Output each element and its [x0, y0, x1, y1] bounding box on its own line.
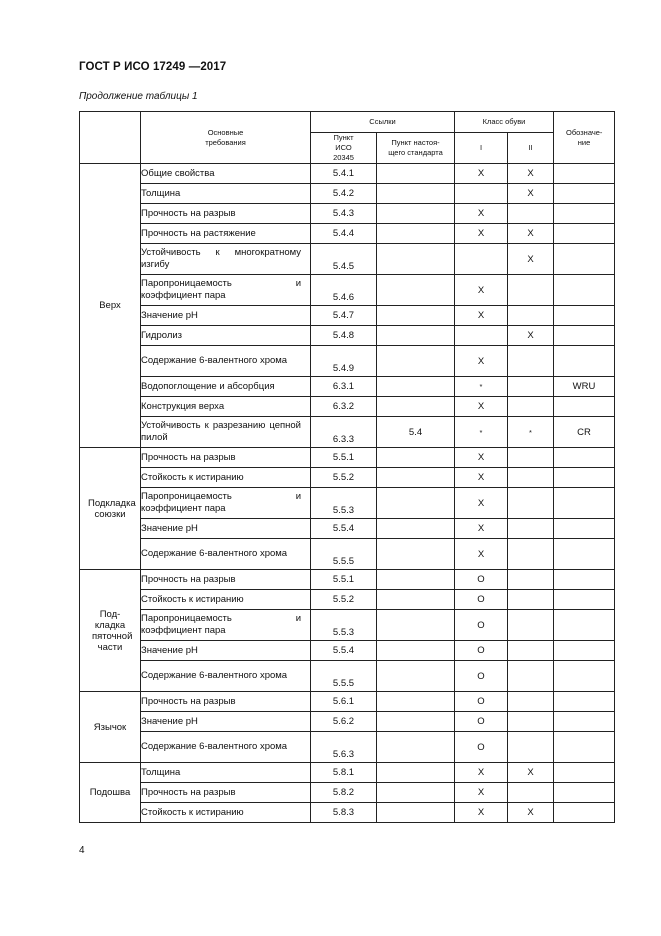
iso-ref-cell: 5.5.2	[311, 468, 377, 488]
requirement-cell: Прочность на растяжение	[141, 224, 311, 244]
class-2-cell	[508, 397, 554, 417]
standard-ref-cell	[377, 803, 455, 823]
standard-ref-cell	[377, 448, 455, 468]
requirement-cell: Значение pH	[141, 641, 311, 661]
class-2-cell	[508, 306, 554, 326]
standard-ref-cell	[377, 539, 455, 570]
table-row	[80, 763, 615, 783]
class-2-cell: X	[508, 184, 554, 204]
class-2-cell	[508, 570, 554, 590]
class-1-cell: X	[455, 306, 508, 326]
standard-ref-cell	[377, 326, 455, 346]
table-row	[80, 244, 615, 275]
group-label: Язычок	[80, 692, 141, 763]
designation-cell	[554, 783, 615, 803]
standard-ref-cell	[377, 184, 455, 204]
standard-ref-cell	[377, 590, 455, 610]
standard-ref-cell	[377, 712, 455, 732]
header-ref-iso: Пункт ИСО 20345	[311, 133, 377, 164]
designation-cell	[554, 164, 615, 184]
designation-cell	[554, 326, 615, 346]
standard-ref-cell	[377, 570, 455, 590]
iso-ref-cell: 5.5.4	[311, 519, 377, 539]
designation-cell	[554, 732, 615, 763]
table-row	[80, 346, 615, 377]
iso-ref-cell: 5.4.2	[311, 184, 377, 204]
requirement-cell: Толщина	[141, 184, 311, 204]
class-2-cell	[508, 610, 554, 641]
designation-cell	[554, 519, 615, 539]
table-row	[80, 326, 615, 346]
iso-ref-cell: 5.5.1	[311, 570, 377, 590]
designation-cell	[554, 275, 615, 306]
standard-ref-cell	[377, 763, 455, 783]
requirement-cell: Стойкость к истиранию	[141, 468, 311, 488]
requirement-cell: Прочность на разрыв	[141, 783, 311, 803]
class-2-cell: *	[508, 417, 554, 448]
header-references: Ссылки	[311, 112, 455, 133]
designation-cell	[554, 204, 615, 224]
class-1-cell: O	[455, 692, 508, 712]
requirements-table	[79, 111, 615, 823]
class-2-cell	[508, 204, 554, 224]
class-1-cell	[455, 184, 508, 204]
requirement-cell: Паропроницаемость и коэффициент пара	[141, 275, 311, 306]
table-row	[80, 224, 615, 244]
requirement-cell: Прочность на разрыв	[141, 448, 311, 468]
class-2-cell	[508, 732, 554, 763]
iso-ref-cell: 5.8.1	[311, 763, 377, 783]
requirement-cell: Значение pH	[141, 306, 311, 326]
table-caption: Продолжение таблицы 1	[79, 91, 198, 102]
requirement-cell: Содержание 6-валентного хрома	[141, 661, 311, 692]
class-2-cell	[508, 712, 554, 732]
table-row	[80, 204, 615, 224]
class-2-cell	[508, 275, 554, 306]
designation-cell	[554, 397, 615, 417]
iso-ref-cell: 5.4.4	[311, 224, 377, 244]
class-2-cell	[508, 661, 554, 692]
class-1-cell: X	[455, 275, 508, 306]
standard-ref-cell	[377, 692, 455, 712]
iso-ref-cell: 5.4.9	[311, 346, 377, 377]
table-row	[80, 417, 615, 448]
requirement-cell: Содержание 6-валентного хрома	[141, 346, 311, 377]
requirement-cell: Водопоглощение и абсорбция	[141, 377, 311, 397]
header-designation: Обозначе-ние	[554, 112, 615, 164]
class-1-cell: *	[455, 377, 508, 397]
class-2-cell	[508, 692, 554, 712]
table-row	[80, 519, 615, 539]
iso-ref-cell: 5.4.1	[311, 164, 377, 184]
group-label: Верх	[80, 164, 141, 448]
class-1-cell: X	[455, 164, 508, 184]
designation-cell	[554, 763, 615, 783]
table-row	[80, 397, 615, 417]
designation-cell	[554, 448, 615, 468]
table-row	[80, 488, 615, 519]
class-2-cell	[508, 346, 554, 377]
class-1-cell: O	[455, 641, 508, 661]
designation-cell	[554, 570, 615, 590]
table-row	[80, 712, 615, 732]
table-row	[80, 570, 615, 590]
table-row	[80, 590, 615, 610]
class-2-cell	[508, 783, 554, 803]
class-1-cell: X	[455, 204, 508, 224]
class-2-cell	[508, 377, 554, 397]
header-blank-cell	[80, 112, 141, 164]
standard-ref-cell: 5.4	[377, 417, 455, 448]
designation-cell: CR	[554, 417, 615, 448]
class-2-cell: X	[508, 244, 554, 275]
iso-ref-cell: 5.4.6	[311, 275, 377, 306]
class-1-cell: O	[455, 732, 508, 763]
class-2-cell	[508, 641, 554, 661]
iso-ref-cell: 5.5.3	[311, 610, 377, 641]
class-2-cell	[508, 468, 554, 488]
class-1-cell: *	[455, 417, 508, 448]
standard-ref-cell	[377, 519, 455, 539]
requirement-cell: Содержание 6-валентного хрома	[141, 539, 311, 570]
standard-ref-cell	[377, 275, 455, 306]
iso-ref-cell: 6.3.3	[311, 417, 377, 448]
requirement-cell: Устойчивость к разрезанию цепной пилой	[141, 417, 311, 448]
requirement-cell: Значение pH	[141, 519, 311, 539]
class-1-cell: O	[455, 570, 508, 590]
standard-ref-cell	[377, 661, 455, 692]
class-2-cell	[508, 448, 554, 468]
class-1-cell: O	[455, 610, 508, 641]
iso-ref-cell: 5.4.8	[311, 326, 377, 346]
class-1-cell: X	[455, 448, 508, 468]
requirement-cell: Значение pH	[141, 712, 311, 732]
class-1-cell: X	[455, 803, 508, 823]
requirement-cell: Прочность на разрыв	[141, 692, 311, 712]
class-1-cell: X	[455, 224, 508, 244]
class-1-cell: X	[455, 539, 508, 570]
header-requirements: Основные требования	[141, 112, 311, 164]
class-1-cell	[455, 326, 508, 346]
designation-cell	[554, 346, 615, 377]
header-class-2: II	[508, 133, 554, 164]
iso-ref-cell: 5.6.1	[311, 692, 377, 712]
designation-cell	[554, 224, 615, 244]
class-1-cell: X	[455, 488, 508, 519]
class-2-cell	[508, 539, 554, 570]
group-label: Подошва	[80, 763, 141, 823]
standard-ref-cell	[377, 377, 455, 397]
class-2-cell	[508, 590, 554, 610]
requirement-cell: Гидролиз	[141, 326, 311, 346]
requirement-cell: Стойкость к истиранию	[141, 590, 311, 610]
requirement-cell: Паропроницаемость и коэффициент пара	[141, 488, 311, 519]
iso-ref-cell: 5.5.1	[311, 448, 377, 468]
iso-ref-cell: 5.6.2	[311, 712, 377, 732]
standard-ref-cell	[377, 306, 455, 326]
standard-ref-cell	[377, 244, 455, 275]
class-1-cell: X	[455, 397, 508, 417]
standard-ref-cell	[377, 164, 455, 184]
header-class-1: I	[455, 133, 508, 164]
group-label: Под-кладка пяточной части	[80, 570, 141, 692]
iso-ref-cell: 6.3.2	[311, 397, 377, 417]
requirement-cell: Паропроницаемость и коэффициент пара	[141, 610, 311, 641]
designation-cell	[554, 590, 615, 610]
standard-ref-cell	[377, 468, 455, 488]
standard-ref-cell	[377, 224, 455, 244]
requirement-cell: Общие свойства	[141, 164, 311, 184]
standard-ref-cell	[377, 346, 455, 377]
designation-cell	[554, 803, 615, 823]
designation-cell	[554, 641, 615, 661]
class-1-cell: O	[455, 590, 508, 610]
designation-cell	[554, 610, 615, 641]
class-1-cell	[455, 244, 508, 275]
standard-ref-cell	[377, 783, 455, 803]
iso-ref-cell: 5.5.5	[311, 661, 377, 692]
class-2-cell: X	[508, 803, 554, 823]
table-row	[80, 783, 615, 803]
designation-cell	[554, 244, 615, 275]
table-row	[80, 692, 615, 712]
requirement-cell: Содержание 6-валентного хрома	[141, 732, 311, 763]
standard-ref-cell	[377, 732, 455, 763]
class-1-cell: X	[455, 783, 508, 803]
designation-cell	[554, 306, 615, 326]
table-row	[80, 275, 615, 306]
class-1-cell: X	[455, 519, 508, 539]
designation-cell	[554, 692, 615, 712]
requirement-cell: Прочность на разрыв	[141, 204, 311, 224]
class-2-cell	[508, 488, 554, 519]
table-row	[80, 661, 615, 692]
table-row	[80, 448, 615, 468]
group-label: Подкладка союзки	[80, 448, 141, 570]
class-2-cell: X	[508, 224, 554, 244]
class-2-cell: X	[508, 326, 554, 346]
iso-ref-cell: 5.8.2	[311, 783, 377, 803]
iso-ref-cell: 5.4.5	[311, 244, 377, 275]
table-row	[80, 164, 615, 184]
requirement-cell: Толщина	[141, 763, 311, 783]
table-row	[80, 610, 615, 641]
designation-cell	[554, 488, 615, 519]
class-2-cell: X	[508, 763, 554, 783]
iso-ref-cell: 6.3.1	[311, 377, 377, 397]
class-2-cell: X	[508, 164, 554, 184]
document-header: ГОСТ Р ИСО 17249 —2017	[79, 61, 227, 73]
designation-cell	[554, 184, 615, 204]
iso-ref-cell: 5.5.2	[311, 590, 377, 610]
iso-ref-cell: 5.5.3	[311, 488, 377, 519]
table-row	[80, 803, 615, 823]
standard-ref-cell	[377, 641, 455, 661]
iso-ref-cell: 5.5.4	[311, 641, 377, 661]
designation-cell: WRU	[554, 377, 615, 397]
table-row	[80, 184, 615, 204]
table-row	[80, 468, 615, 488]
header-ref-standard: Пункт настоя-щего стандарта	[377, 133, 455, 164]
class-1-cell: X	[455, 763, 508, 783]
table-row	[80, 732, 615, 763]
designation-cell	[554, 661, 615, 692]
class-1-cell: O	[455, 661, 508, 692]
requirement-cell: Устойчивость к многократному изгибу	[141, 244, 311, 275]
iso-ref-cell: 5.8.3	[311, 803, 377, 823]
standard-ref-cell	[377, 610, 455, 641]
table-row	[80, 306, 615, 326]
requirement-cell: Конструкция верха	[141, 397, 311, 417]
class-1-cell: O	[455, 712, 508, 732]
standard-ref-cell	[377, 488, 455, 519]
class-2-cell	[508, 519, 554, 539]
iso-ref-cell: 5.4.3	[311, 204, 377, 224]
header-footwear-class: Класс обуви	[455, 112, 554, 133]
table-row	[80, 377, 615, 397]
designation-cell	[554, 468, 615, 488]
class-1-cell: X	[455, 468, 508, 488]
standard-ref-cell	[377, 204, 455, 224]
table-row	[80, 539, 615, 570]
iso-ref-cell: 5.4.7	[311, 306, 377, 326]
requirement-cell: Стойкость к истиранию	[141, 803, 311, 823]
iso-ref-cell: 5.5.5	[311, 539, 377, 570]
designation-cell	[554, 712, 615, 732]
page-number: 4	[79, 845, 85, 856]
requirement-cell: Прочность на разрыв	[141, 570, 311, 590]
iso-ref-cell: 5.6.3	[311, 732, 377, 763]
class-1-cell: X	[455, 346, 508, 377]
table-row	[80, 641, 615, 661]
designation-cell	[554, 539, 615, 570]
standard-ref-cell	[377, 397, 455, 417]
